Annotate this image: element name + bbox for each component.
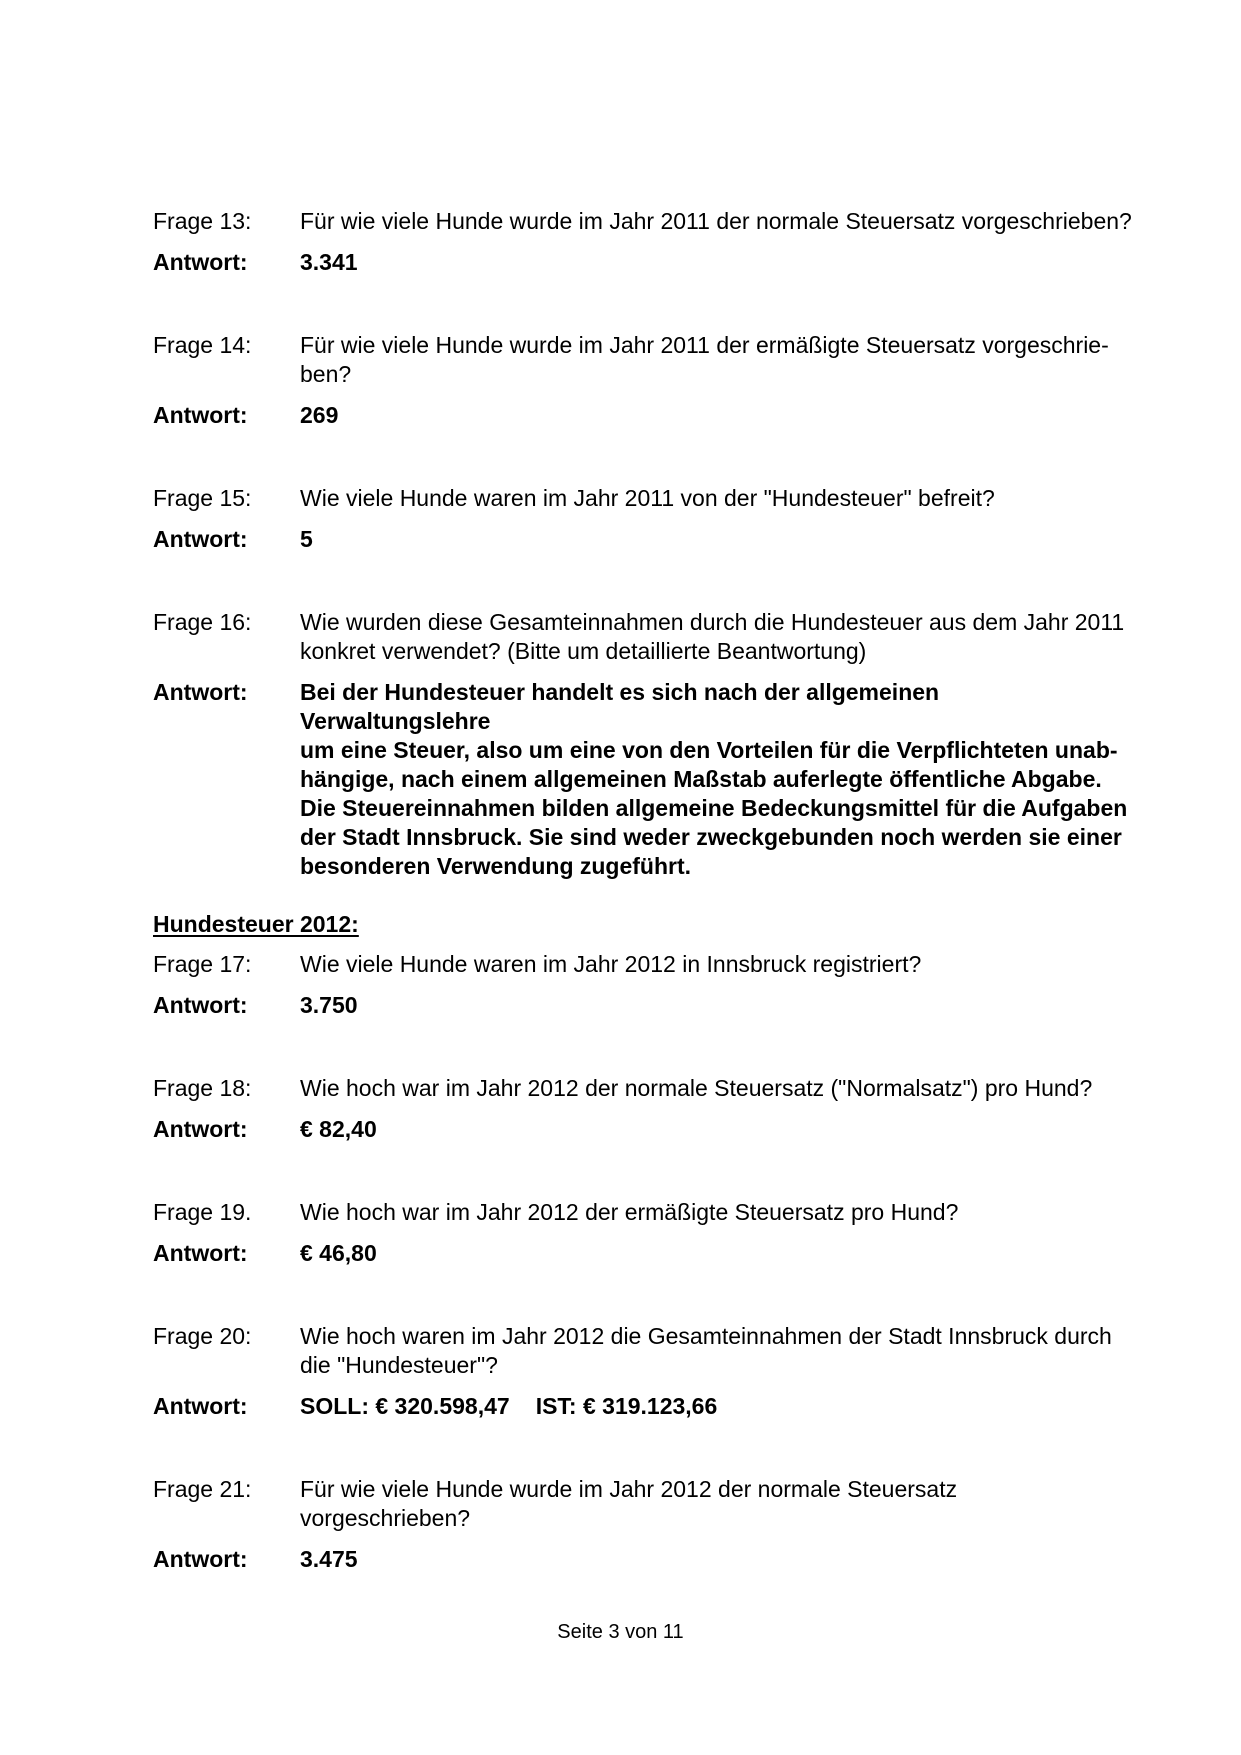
- question-row: [153, 331, 1133, 389]
- qa-block-frage-14: [153, 331, 1133, 430]
- answer-line: der Stadt Innsbruck. Sie sind weder zweckgebunden noch werden sie einer: [300, 824, 1122, 850]
- qa-block-frage-21: [153, 1475, 1133, 1574]
- qa-block-frage-16: [153, 608, 1133, 881]
- qa-block-frage-15: [153, 484, 1133, 554]
- qa-block-frage-18: [153, 1074, 1133, 1144]
- question-line: die "Hundesteuer"?: [300, 1352, 498, 1378]
- answer-label: Antwort:: [153, 402, 248, 428]
- qa-block-frage-17: [153, 950, 1133, 1020]
- answer-text: [300, 678, 1133, 881]
- answer-text: [300, 1545, 1133, 1574]
- question-line: konkret verwendet? (Bitte um detaillierte Beantwortung): [300, 638, 867, 664]
- answer-line: 3.341: [300, 249, 358, 275]
- question-text: [300, 608, 1133, 666]
- answer-row: [153, 1392, 1133, 1421]
- question-line: Wie hoch war im Jahr 2012 der normale Steuersatz ("Normalsatz") pro Hund?: [300, 1075, 1093, 1101]
- question-line: Für wie viele Hunde wurde im Jahr 2012 der normale Steuersatz vorgeschrieben?: [300, 1476, 958, 1531]
- answer-text: [300, 525, 1133, 554]
- answer-line: um eine Steuer, also um eine von den Vorteilen für die Verpflichteten unab-: [300, 737, 1118, 763]
- question-text: [300, 1198, 1133, 1227]
- question-line: Wie hoch waren im Jahr 2012 die Gesamteinnahmen der Stadt Innsbruck durch: [300, 1323, 1112, 1349]
- answer-row: [153, 525, 1133, 554]
- question-line: Wie viele Hunde waren im Jahr 2011 von der "Hundesteuer" befreit?: [300, 485, 995, 511]
- answer-line: € 46,80: [300, 1240, 377, 1266]
- question-label: Frage 17:: [153, 951, 252, 977]
- answer-row: [153, 401, 1133, 430]
- question-text: [300, 207, 1133, 236]
- answer-soll-value: SOLL: € 320.598,47: [300, 1393, 510, 1419]
- answer-label: Antwort:: [153, 992, 248, 1018]
- answer-row: [153, 1239, 1133, 1268]
- answer-label: Antwort:: [153, 526, 248, 552]
- answer-line: 3.475: [300, 1546, 358, 1572]
- question-row: [153, 1074, 1133, 1103]
- question-label: Frage 15:: [153, 485, 252, 511]
- question-line: Für wie viele Hunde wurde im Jahr 2011 der normale Steuersatz vorgeschrieben?: [300, 208, 1132, 234]
- question-text: [300, 331, 1133, 389]
- qa-block-frage-20: [153, 1322, 1133, 1421]
- question-text: [300, 950, 1133, 979]
- question-line: Für wie viele Hunde wurde im Jahr 2011 der ermäßigte Steuersatz vorgeschrie-: [300, 332, 1109, 358]
- question-row: [153, 484, 1133, 513]
- answer-line: hängige, nach einem allgemeinen Maßstab auferlegte öffentliche Abgabe.: [300, 766, 1102, 792]
- answer-line: 5: [300, 526, 313, 552]
- answer-label: Antwort:: [153, 1546, 248, 1572]
- question-label: Frage 21:: [153, 1476, 252, 1502]
- question-row: [153, 207, 1133, 236]
- answer-row: [153, 678, 1133, 881]
- answer-line: Die Steuereinnahmen bilden allgemeine Bedeckungsmittel für die Aufgaben: [300, 795, 1128, 821]
- question-text: [300, 484, 1133, 513]
- section-heading-hundesteuer-2012: Hundesteuer 2012:: [153, 911, 359, 937]
- answer-label: Antwort:: [153, 1116, 248, 1142]
- page-indicator: Seite 3 von 11: [557, 1621, 684, 1643]
- answer-ist-value: IST: € 319.123,66: [535, 1393, 718, 1419]
- answer-text: [300, 1239, 1133, 1268]
- question-line: Wie viele Hunde waren im Jahr 2012 in Innsbruck registriert?: [300, 951, 922, 977]
- answer-line: 269: [300, 402, 339, 428]
- question-line: ben?: [300, 361, 352, 387]
- question-row: [153, 950, 1133, 979]
- question-label: Frage 13:: [153, 208, 252, 234]
- qa-block-frage-19: [153, 1198, 1133, 1268]
- question-row: [153, 1322, 1133, 1380]
- answer-label: Antwort:: [153, 249, 248, 275]
- question-row: [153, 1198, 1133, 1227]
- answer-line: 3.750: [300, 992, 358, 1018]
- answer-row: [153, 1545, 1133, 1574]
- question-text: [300, 1074, 1133, 1103]
- qa-block-frage-13: [153, 207, 1133, 277]
- answer-text: [300, 401, 1133, 430]
- soll-ist-values: [300, 1392, 717, 1421]
- answer-row: [153, 991, 1133, 1020]
- question-text: [300, 1475, 1133, 1533]
- question-label: Frage 16:: [153, 609, 252, 635]
- answer-line: besonderen Verwendung zugeführt.: [300, 853, 692, 879]
- answer-text: [300, 1115, 1133, 1144]
- answer-row: [153, 248, 1133, 277]
- answer-line: € 82,40: [300, 1116, 377, 1142]
- answer-text: [300, 991, 1133, 1020]
- answer-label: Antwort:: [153, 1240, 248, 1266]
- question-row: [153, 608, 1133, 666]
- answer-label: Antwort:: [153, 1393, 248, 1419]
- answer-label: Antwort:: [153, 679, 248, 705]
- page-footer: [0, 1620, 1241, 1644]
- question-label: Frage 14:: [153, 332, 252, 358]
- answer-text: [300, 248, 1133, 277]
- answer-text: [300, 1392, 1133, 1421]
- question-text: [300, 1322, 1133, 1380]
- question-label: Frage 20:: [153, 1323, 252, 1349]
- question-label: Frage 18:: [153, 1075, 252, 1101]
- question-line: Wie wurden diese Gesamteinnahmen durch die Hundesteuer aus dem Jahr 2011: [300, 609, 1125, 635]
- question-label: Frage 19.: [153, 1199, 252, 1225]
- answer-line: Bei der Hundesteuer handelt es sich nach der allgemeinen Verwaltungslehre: [300, 679, 940, 734]
- answer-row: [153, 1115, 1133, 1144]
- question-row: [153, 1475, 1133, 1533]
- question-line: Wie hoch war im Jahr 2012 der ermäßigte Steuersatz pro Hund?: [300, 1199, 959, 1225]
